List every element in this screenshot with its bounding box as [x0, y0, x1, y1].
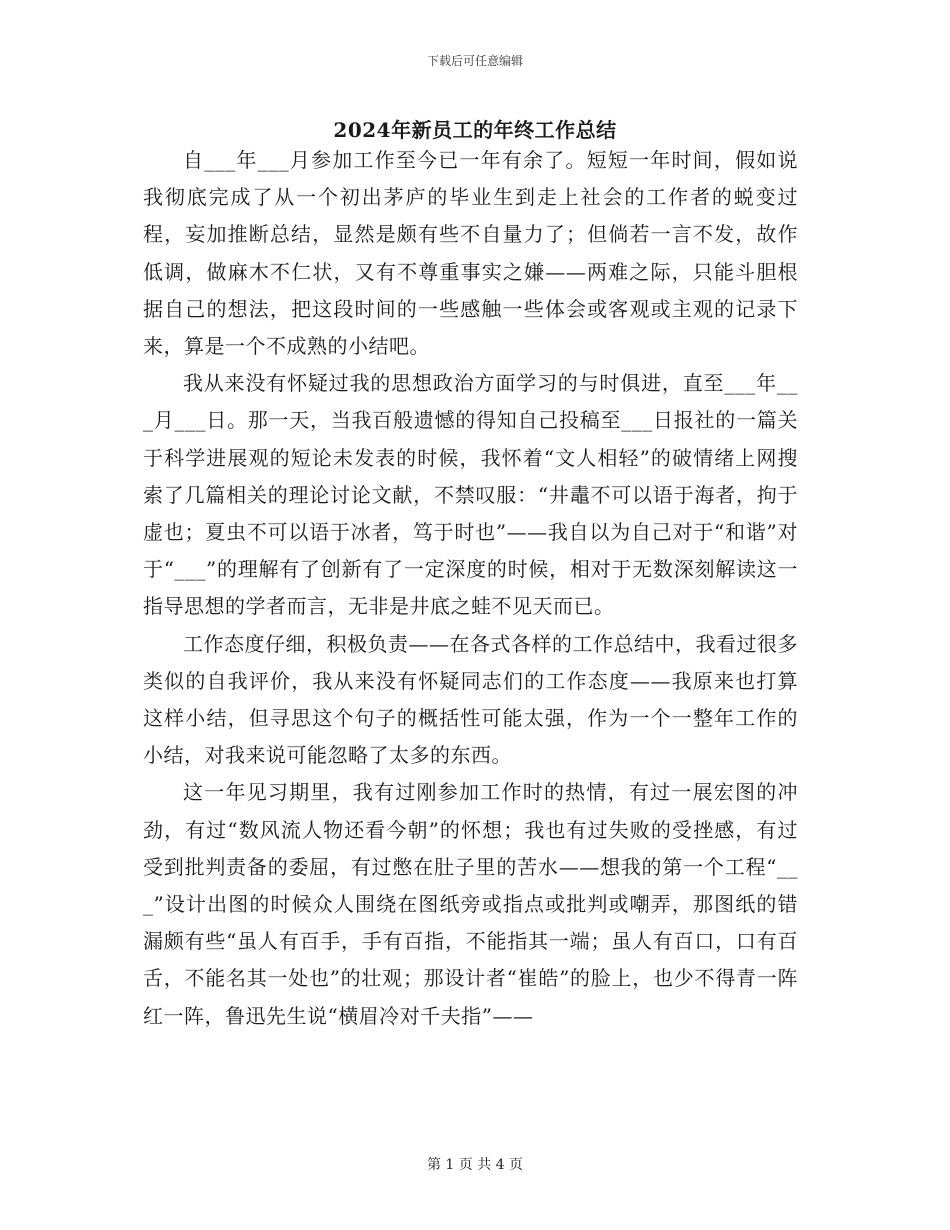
- paragraph-4: 这一年见习期里，我有过刚参加工作时的热情，有过一展宏图的冲劲，有过“数风流人物还看今朝”的怀想；我也有过失败的受挫感，有过受到批判责备的委屈，有过憋在肚子里的苦水——想我的第一个工程“___”设计出图的时候众人围绕在图纸旁或指点或批判或嘲弄，那图纸的错漏颇有些“虽人有百手，手有百指，不能指其一端；虽人有百口，口有百舌，不能名其一处也”的壮观；那设计者“崔皓”的脸上，也少不得青一阵红一阵，鲁迅先生说“横眉冷对千夫指”——: [143, 780, 798, 1028]
- paragraph-2: 我从来没有怀疑过我的思想政治方面学习的与时俱进，直至___年___月___日。那一天，当我百般遗憾的得知自己投稿至___日报社的一篇关于科学进展观的短论未发表的时候，我怀着“文人相轻”的破情绪上网搜索了几篇相关的理论讨论文献，不禁叹服：“井鼃不可以语于海者，拘于虚也；夏虫不可以语于冰者，笃于时也”——我自以为自己对于“和谐”对于“___”的理解有了创新有了一定深度的时候，相对于无数深刻解读这一指导思想的学者而言，无非是井底之蛙不见天而已。: [143, 371, 798, 619]
- document-body: [143, 142, 798, 1035]
- document-title: 2024年新员工的年终工作总结: [333, 118, 617, 142]
- page-number: 第 1 页 共 4 页: [426, 1157, 524, 1173]
- page-header-note: 下载后可任意编辑: [426, 54, 523, 68]
- paragraph-1: 自___年___月参加工作至今已一年有余了。短短一年时间，假如说我彻底完成了从一个初出茅庐的毕业生到走上社会的工作者的蜕变过程，妄加推断总结，显然是颇有些不自量力了；但倘若一言不发，故作低调，做麻木不仁状，又有不尊重事实之嫌——两难之际，只能斗胆根据自己的想法，把这段时间的一些感触一些体会或客观或主观的记录下来，算是一个不成熟的小结吧。: [143, 148, 798, 359]
- paragraph-3: 工作态度仔细，积极负责——在各式各样的工作总结中，我看过很多类似的自我评价，我从来没有怀疑同志们的工作态度——我原来也打算这样小结，但寻思这个句子的概括性可能太强，作为一个一整年工作的小结，对我来说可能忽略了太多的东西。: [143, 631, 798, 768]
